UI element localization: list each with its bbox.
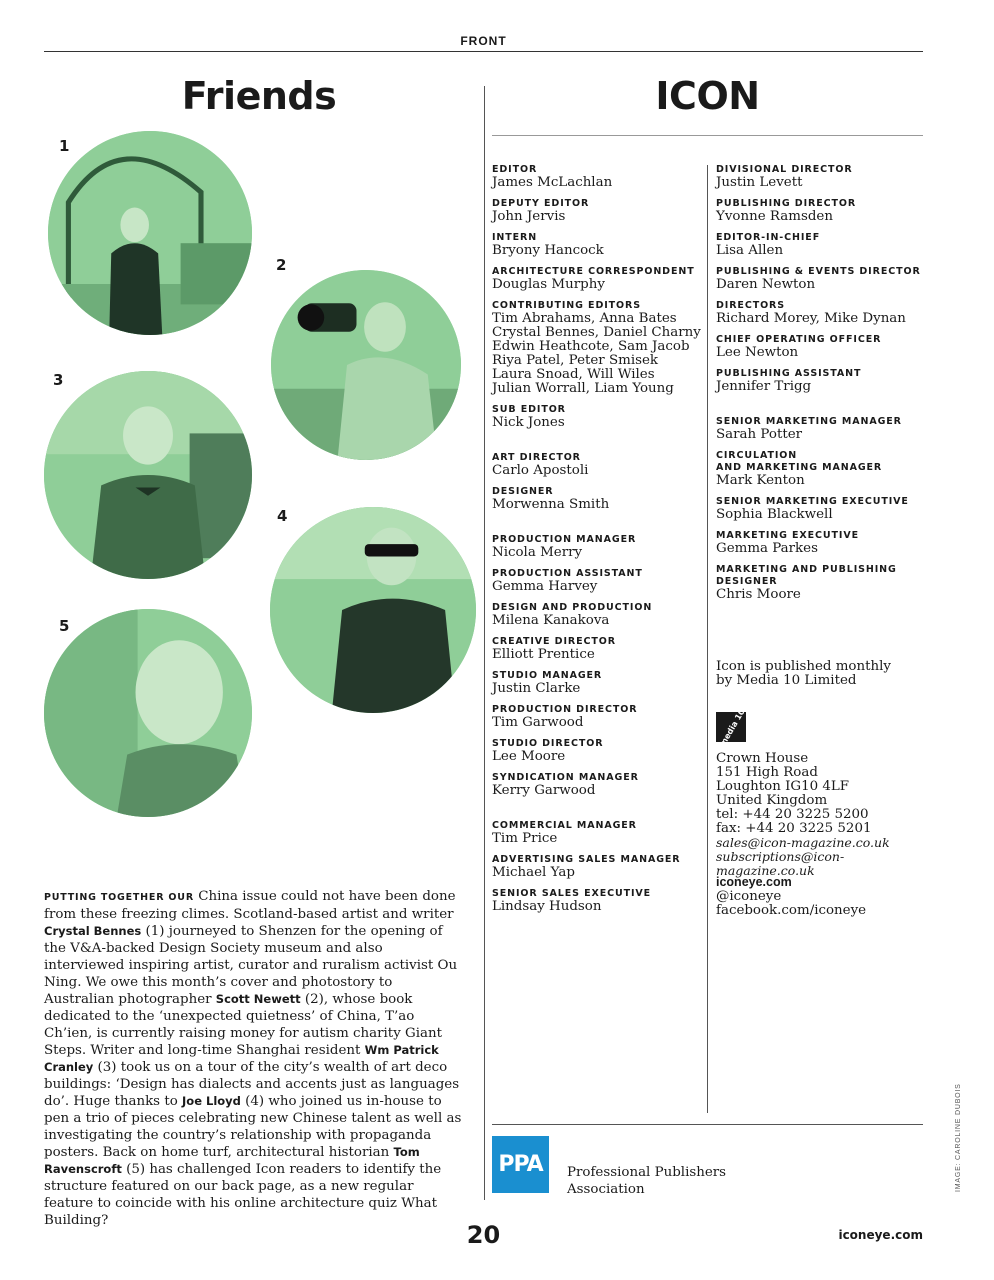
role: PRODUCTION ASSISTANT bbox=[492, 568, 643, 579]
role: ART DIRECTOR bbox=[492, 452, 581, 463]
name: Tim Price bbox=[492, 831, 558, 846]
friends-story bbox=[44, 888, 464, 1229]
name: Riya Patel, Peter Smisek bbox=[492, 353, 659, 368]
masthead-entry bbox=[492, 534, 704, 560]
masthead-entry bbox=[716, 530, 928, 556]
name: Milena Kanakova bbox=[492, 613, 610, 628]
role: INTERN bbox=[492, 232, 538, 243]
name: Edwin Heathcote, Sam Jacob bbox=[492, 339, 690, 354]
publisher-note bbox=[716, 660, 926, 688]
name: Bryony Hancock bbox=[492, 243, 604, 258]
role: DESIGNER bbox=[716, 576, 778, 587]
masthead-entry bbox=[492, 602, 704, 628]
masthead-right-column bbox=[716, 164, 928, 610]
masthead-entry bbox=[492, 486, 704, 512]
role: MARKETING AND PUBLISHING bbox=[716, 564, 897, 575]
publisher-note-line: Icon is published monthly bbox=[716, 659, 891, 674]
role: PUBLISHING & EVENTS DIRECTOR bbox=[716, 266, 921, 277]
masthead-entry bbox=[492, 232, 704, 258]
name: James McLachlan bbox=[492, 175, 613, 190]
role: SENIOR SALES EXECUTIVE bbox=[492, 888, 652, 899]
story-text: China issue could not have been done from these freezing climes. Scotland-based artist and writer bbox=[44, 889, 456, 922]
name: Sarah Potter bbox=[716, 427, 803, 442]
address-block bbox=[716, 752, 926, 878]
role: DEPUTY EDITOR bbox=[492, 198, 590, 209]
contributor-name: Scott Newett bbox=[215, 992, 301, 1006]
masthead-entry bbox=[716, 416, 928, 442]
role: DESIGN AND PRODUCTION bbox=[492, 602, 653, 613]
story-text: (1) journeyed to Shenzen for the opening of the V&A-backed Design Society museum and also interviewed inspiring artist, curator and ruralism activist Ou Ning. We owe this month’s cover and photostory to Australian photographer bbox=[44, 924, 458, 1007]
role: CIRCULATION bbox=[716, 450, 798, 461]
role: STUDIO DIRECTOR bbox=[492, 738, 604, 749]
name: Morwenna Smith bbox=[492, 497, 610, 512]
column-divider bbox=[484, 86, 485, 1200]
masthead-entry bbox=[492, 300, 704, 396]
name: Yvonne Ramsden bbox=[716, 209, 833, 224]
name: Carlo Apostoli bbox=[492, 463, 589, 478]
photo-number-4: 4 bbox=[277, 507, 288, 525]
fax: fax: +44 20 3225 5201 bbox=[716, 821, 872, 836]
masthead-entry bbox=[716, 496, 928, 522]
image-credit: IMAGE: CAROLINE DUBOIS bbox=[955, 1083, 962, 1192]
masthead-entry bbox=[492, 266, 704, 292]
name: Daren Newton bbox=[716, 277, 816, 292]
name: Douglas Murphy bbox=[492, 277, 605, 292]
role: SUB EDITOR bbox=[492, 404, 566, 415]
ppa-name bbox=[567, 1164, 767, 1198]
name: Chris Moore bbox=[716, 587, 801, 602]
name: Kerry Garwood bbox=[492, 783, 596, 798]
contributor-name: Crystal Bennes bbox=[44, 924, 142, 938]
email-link[interactable]: sales@icon-magazine.co.uk bbox=[716, 835, 890, 850]
name: Lee Newton bbox=[716, 345, 799, 360]
name: Tim Garwood bbox=[492, 715, 584, 730]
masthead-left-column bbox=[492, 164, 704, 922]
name: Sophia Blackwell bbox=[716, 507, 833, 522]
story-text: (2), whose book dedicated to the ‘unexpected quietness’ of China, T’ao Ch’ien, is currently raising money for autism charity Giant Steps. Writer and long-time Shanghai resident bbox=[44, 992, 442, 1058]
email-link[interactable]: subscriptions@icon-magazine.co.uk bbox=[716, 849, 845, 878]
story-text: (3) took us on a tour of the city’s wealth of art deco buildings: ‘Design has dialects and accents just as languages do’. Huge thanks to bbox=[44, 1060, 460, 1109]
masthead-entry bbox=[492, 636, 704, 662]
name: Michael Yap bbox=[492, 865, 575, 880]
website-link[interactable]: iconeye.com bbox=[716, 875, 792, 889]
masthead-entry bbox=[716, 368, 928, 394]
phone: tel: +44 20 3225 5200 bbox=[716, 807, 869, 822]
masthead-column-divider bbox=[707, 165, 708, 1113]
masthead-entry bbox=[492, 452, 704, 478]
ppa-name-line: Professional Publishers bbox=[567, 1165, 727, 1180]
address-line: United Kingdom bbox=[716, 793, 828, 808]
role: DIRECTORS bbox=[716, 300, 786, 311]
name: Nick Jones bbox=[492, 415, 565, 430]
role: CONTRIBUTING EDITORS bbox=[492, 300, 641, 311]
contributor-name: Tom Ravenscroft bbox=[44, 1145, 420, 1176]
role: COMMERCIAL MANAGER bbox=[492, 820, 637, 831]
masthead-entry bbox=[492, 704, 704, 730]
masthead-bottom-rule bbox=[492, 1124, 923, 1125]
name: John Jervis bbox=[492, 209, 566, 224]
masthead-entry bbox=[716, 300, 928, 326]
name: Julian Worrall, Liam Young bbox=[492, 381, 674, 396]
story-text: (5) has challenged Icon readers to identify the structure featured on our back page, as a new regular feature to coincide with his online architecture quiz What Building? bbox=[44, 1162, 442, 1228]
photo-number-2: 2 bbox=[276, 256, 287, 274]
header-rule bbox=[44, 51, 923, 52]
section-label: FRONT bbox=[460, 34, 507, 48]
name: Mark Kenton bbox=[716, 473, 805, 488]
role: CREATIVE DIRECTOR bbox=[492, 636, 616, 647]
role: SYNDICATION MANAGER bbox=[492, 772, 639, 783]
masthead-entry bbox=[716, 564, 928, 602]
twitter-link[interactable]: @iconeye bbox=[716, 889, 782, 904]
name: Laura Snoad, Will Wiles bbox=[492, 367, 655, 382]
role: DESIGNER bbox=[492, 486, 554, 497]
name: Justin Clarke bbox=[492, 681, 581, 696]
masthead-entry bbox=[492, 164, 704, 190]
name: Justin Levett bbox=[716, 175, 803, 190]
facebook-link[interactable]: facebook.com/iconeye bbox=[716, 903, 867, 918]
masthead-entry bbox=[492, 854, 704, 880]
name: Tim Abrahams, Anna Bates bbox=[492, 311, 677, 326]
masthead-entry bbox=[492, 670, 704, 696]
role: PUBLISHING ASSISTANT bbox=[716, 368, 862, 379]
masthead-entry bbox=[716, 266, 928, 292]
web-block bbox=[716, 875, 926, 918]
address-line: Loughton IG10 4LF bbox=[716, 779, 850, 794]
contributor-photo-5 bbox=[44, 609, 252, 817]
masthead-entry bbox=[716, 450, 928, 488]
name: Nicola Merry bbox=[492, 545, 583, 560]
page-number: 20 bbox=[466, 1221, 501, 1249]
media10-logo-text: media 10 bbox=[718, 712, 746, 742]
role: EDITOR-IN-CHIEF bbox=[716, 232, 821, 243]
ppa-name-line: Association bbox=[567, 1182, 645, 1197]
masthead-entry bbox=[492, 772, 704, 798]
footer-website[interactable]: iconeye.com bbox=[838, 1228, 923, 1242]
publisher-note-line: by Media 10 Limited bbox=[716, 673, 857, 688]
masthead-entry bbox=[716, 334, 928, 360]
photo-number-5: 5 bbox=[59, 617, 70, 635]
photo-number-3: 3 bbox=[53, 371, 64, 389]
address-line: Crown House bbox=[716, 751, 809, 766]
friends-title: Friends bbox=[181, 74, 337, 118]
story-text: (4) who joined us in-house to pen a trio of pieces celebrating new Chinese talent as well as investigating the country’s relationship with propaganda posters. Back on home turf, architectural historian bbox=[44, 1094, 462, 1160]
contributor-photo-2 bbox=[271, 270, 461, 460]
role: SENIOR MARKETING EXECUTIVE bbox=[716, 496, 909, 507]
role: DIVISIONAL DIRECTOR bbox=[716, 164, 853, 175]
contributor-photo-4 bbox=[270, 507, 476, 713]
role: ADVERTISING SALES MANAGER bbox=[492, 854, 681, 865]
name: Lindsay Hudson bbox=[492, 899, 602, 914]
contributor-name: Wm Patrick Cranley bbox=[44, 1043, 439, 1074]
role: MARKETING EXECUTIVE bbox=[716, 530, 859, 541]
name: Gemma Harvey bbox=[492, 579, 598, 594]
role: EDITOR bbox=[492, 164, 538, 175]
role: SENIOR MARKETING MANAGER bbox=[716, 416, 902, 427]
masthead-entry bbox=[716, 232, 928, 258]
photo-number-1: 1 bbox=[59, 137, 70, 155]
role: AND MARKETING MANAGER bbox=[716, 462, 883, 473]
role: PUBLISHING DIRECTOR bbox=[716, 198, 857, 209]
contributor-photo-3 bbox=[44, 371, 252, 579]
masthead-entry bbox=[492, 738, 704, 764]
story-lead: PUTTING TOGETHER OUR bbox=[44, 892, 194, 903]
name: Crystal Bennes, Daniel Charny bbox=[492, 325, 701, 340]
name: Jennifer Trigg bbox=[716, 379, 812, 394]
masthead-entry bbox=[492, 568, 704, 594]
contributor-photo-1 bbox=[48, 131, 252, 335]
masthead-rule bbox=[492, 135, 923, 136]
masthead-entry bbox=[716, 198, 928, 224]
name: Richard Morey, Mike Dynan bbox=[716, 311, 906, 326]
name: Gemma Parkes bbox=[716, 541, 818, 556]
address-line: 151 High Road bbox=[716, 765, 818, 780]
masthead-entry bbox=[492, 820, 704, 846]
masthead-title: ICON bbox=[655, 74, 760, 118]
role: CHIEF OPERATING OFFICER bbox=[716, 334, 882, 345]
role: PRODUCTION MANAGER bbox=[492, 534, 637, 545]
role: PRODUCTION DIRECTOR bbox=[492, 704, 638, 715]
name: Lisa Allen bbox=[716, 243, 784, 258]
name: Lee Moore bbox=[492, 749, 566, 764]
role: ARCHITECTURE CORRESPONDENT bbox=[492, 266, 695, 277]
name: Elliott Prentice bbox=[492, 647, 595, 662]
masthead-entry bbox=[492, 404, 704, 430]
role: STUDIO MANAGER bbox=[492, 670, 603, 681]
ppa-logo-text: PPA bbox=[498, 1152, 543, 1177]
masthead-entry bbox=[492, 888, 704, 914]
masthead-entry bbox=[492, 198, 704, 224]
masthead-entry bbox=[716, 164, 928, 190]
contributor-name: Joe Lloyd bbox=[182, 1094, 241, 1108]
media10-logo bbox=[716, 712, 746, 742]
